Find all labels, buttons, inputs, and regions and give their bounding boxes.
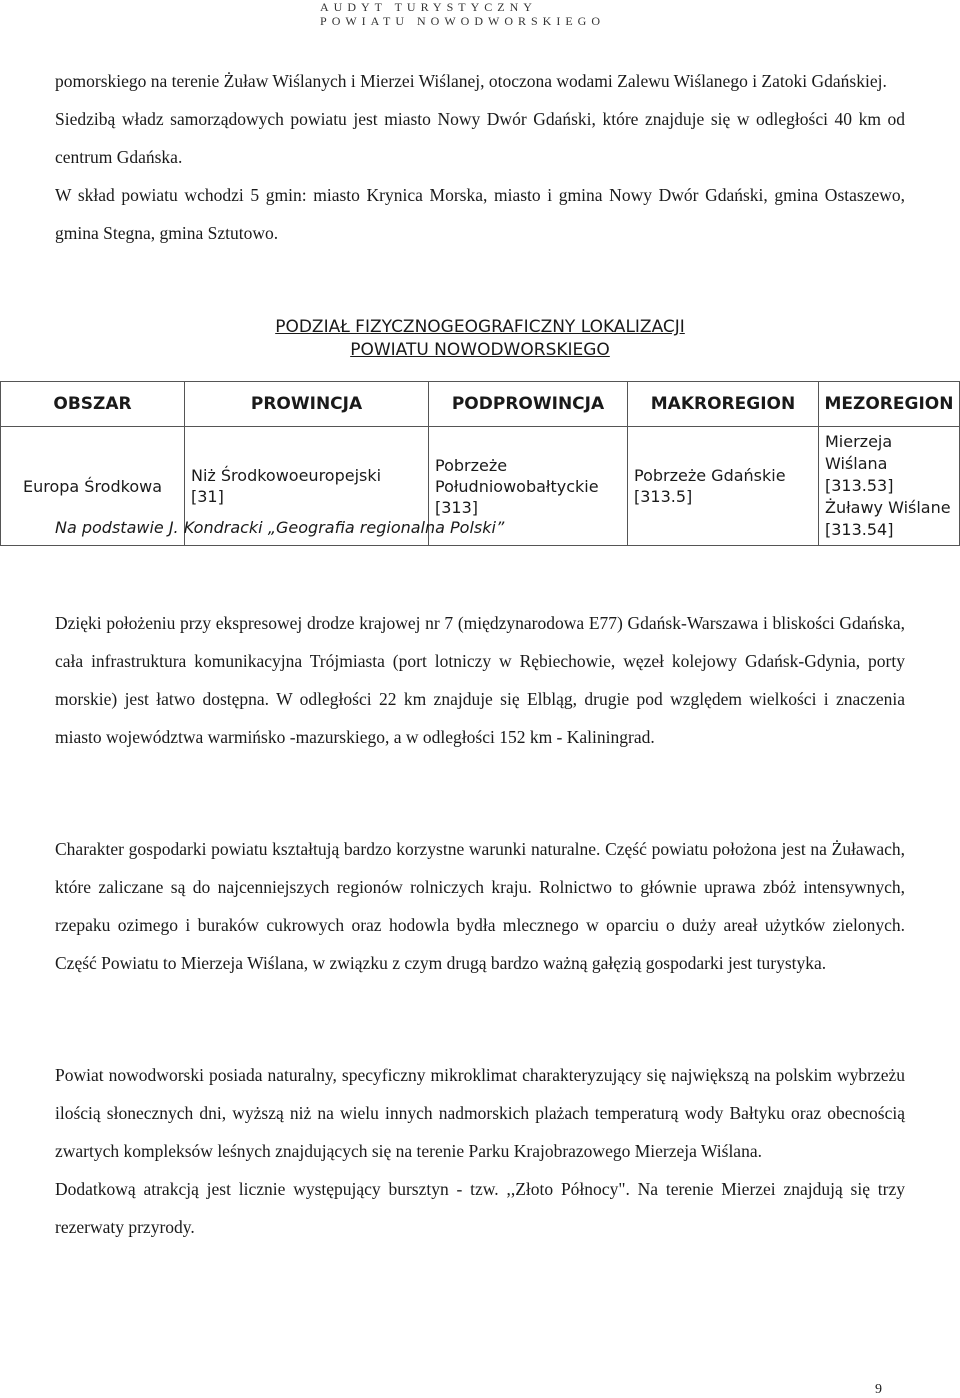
intro-paragraph-2: Siedzibą władz samorządowych powiatu jest miasto Nowy Dwór Gdański, które znajduje się w odległości 40 km od centrum Gdańska. [55, 109, 905, 167]
cell-line: Południowobałtyckie [435, 476, 599, 496]
cell-line: Mierzeja Wiślana [825, 432, 893, 473]
amber-paragraph: Dodatkową atrakcją jest licznie występujący bursztyn - tzw. ,,Złoto Północy". Na terenie Mierzei znajdują się trzy rezerwaty przyrody. [55, 1179, 905, 1237]
cell-line: Pobrzeże Gdańskie [634, 466, 786, 485]
climate-paragraph: Powiat nowodworski posiada naturalny, specyficzny mikroklimat charakteryzujący się największą na polskim wybrzeżu ilością słonecznych dni, wyższą niż na wielu innych nadmorskich plażach temperaturą wody Bałtyku oraz obecnością zwartych kompleksów leśnych znajdujących się na terenie Parku Krajobrazowego Mierzeja Wiślana. [55, 1065, 905, 1161]
source-note: Na podstawie J. Kondracki „Geografia regionalna Polski” [55, 518, 505, 537]
page-number: 9 [875, 1382, 882, 1397]
col-mezoregion: MEZOREGION [819, 382, 960, 427]
cell-mezoregion [819, 427, 960, 546]
cell-line: [313.54] [825, 520, 894, 539]
cell-makroregion [628, 427, 819, 546]
intro-paragraph-3: W skład powiatu wchodzi 5 gmin: miasto Krynica Morska, miasto i gmina Nowy Dwór Gdański, gmina Ostaszewo, gmina Stegna, gmina Sztutowo. [55, 185, 905, 243]
col-makroregion: MAKROREGION [628, 382, 819, 427]
cell-line: Pobrzeże [435, 455, 508, 475]
col-obszar: OBSZAR [1, 382, 185, 427]
access-section [55, 604, 905, 756]
economy-paragraph: Charakter gospodarki powiatu kształtują bardzo korzystne warunki naturalne. Część powiatu położona jest na Żuławach, które zaliczane są do najcenniejszych regionów rolniczych kraju. Rolnictwo to głównie uprawa zbóż intensywnych, rzepaku ozimego i buraków cukrowych oraz hodowla bydła mlecznego w oparciu o duży areał użytków zielonych. Część Powiatu to Mierzeja Wiślana, w związku z czym drugą bardzo ważną gałęzią gospodarki jest turystyka. [55, 839, 905, 973]
access-paragraph: Dzięki położeniu przy ekspresowej drodze krajowej nr 7 (międzynarodowa E77) Gdańsk-Warszawa i bliskości Gdańska, cała infrastruktura komunikacyjna Trójmiasta (port lotniczy w Rębiechowie, węzeł kolejowy Gdańsk-Gdynia, porty morskie) jest łatwo dostępna. W odległości 22 km znajduje się Elbląg, drugie pod względem wielkości i znaczenia miasto województwa warmińsko -mazurskiego, a w odległości 152 km - Kaliningrad. [55, 613, 905, 747]
cell-line: [313] [435, 497, 479, 517]
cell-obszar: Europa Środkowa [1, 427, 185, 546]
header-line-1: AUDYT TURYSTYCZNY [320, 0, 537, 14]
col-podprowincja: PODPROWINCJA [429, 382, 628, 427]
cell-line: [313.53] [825, 476, 894, 495]
header-line-2: POWIATU NOWODWORSKIEGO [320, 14, 605, 28]
cell-line: Niż Środkowoeuropejski [191, 466, 382, 485]
economy-section [55, 830, 905, 982]
cell-line: Żuławy Wiślane [825, 498, 951, 517]
section-heading [0, 316, 960, 362]
cell-line: [313.5] [634, 487, 693, 506]
climate-section [55, 1056, 905, 1246]
col-prowincja: PROWINCJA [185, 382, 429, 427]
cell-line: [31] [191, 487, 224, 506]
page-header [320, 0, 605, 28]
intro-section [55, 62, 905, 252]
heading-line-2: POWIATU NOWODWORSKIEGO [350, 340, 610, 360]
table-header-row [1, 382, 960, 427]
intro-paragraph-1: pomorskiego na terenie Żuław Wiślanych i Mierzei Wiślanej, otoczona wodami Zalewu Wiślanego i Zatoki Gdańskiej. [55, 71, 887, 91]
heading-line-1: PODZIAŁ FIZYCZNOGEOGRAFICZNY LOKALIZACJI [275, 317, 685, 337]
